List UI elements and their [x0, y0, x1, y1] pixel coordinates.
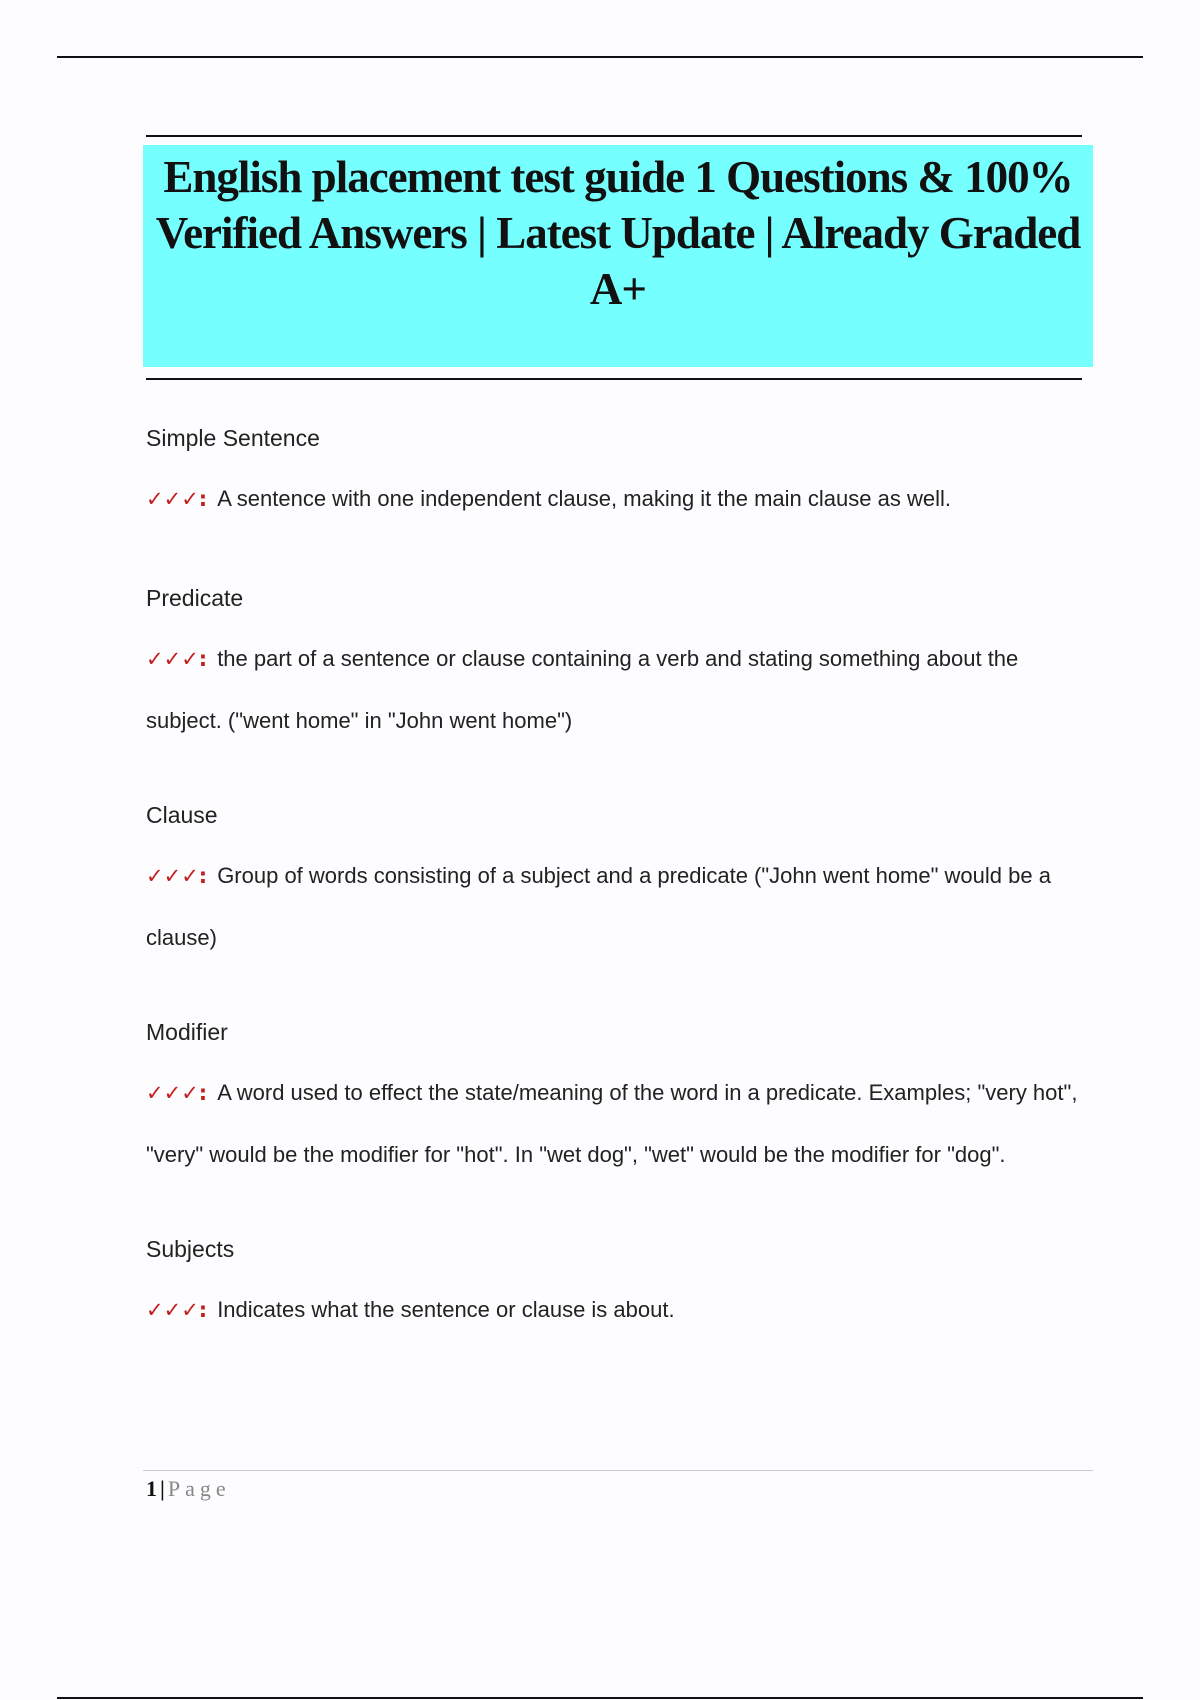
qa-entry-subjects	[146, 1229, 1096, 1341]
answer-body: the part of a sentence or clause containing a verb and stating something about the subject. ("went home" in "John went home")	[146, 646, 1019, 733]
term-label: Modifier	[146, 1019, 228, 1045]
answer-text	[146, 1062, 1096, 1185]
answer-body: Indicates what the sentence or clause is about.	[217, 1297, 675, 1322]
answer-body: A word used to effect the state/meaning of the word in a predicate. Examples; "very hot", "very" would be the modifier for "hot". In "wet dog", "wet" would be the modifier for "dog".	[146, 1080, 1078, 1167]
check-marks-icon: ✓✓✓:	[146, 647, 208, 671]
answer-text	[146, 628, 1096, 751]
page-number: 1	[146, 1476, 157, 1501]
qa-entry-predicate	[146, 578, 1096, 751]
title-banner	[143, 145, 1093, 367]
bottom-border-line	[57, 1697, 1143, 1699]
qa-entry-modifier	[146, 1012, 1096, 1185]
page-footer	[146, 1474, 231, 1504]
title-bottom-rule	[146, 378, 1082, 380]
page-label: Page	[167, 1476, 231, 1501]
term-label: Predicate	[146, 585, 244, 611]
qa-entry-clause	[146, 795, 1096, 968]
answer-body: Group of words consisting of a subject and a predicate ("John went home" would be a clause)	[146, 863, 1051, 950]
document-title: English placement test guide 1 Questions & 100% Verified Answers | Latest Update | Already Graded A+	[155, 152, 1081, 314]
qa-list	[146, 418, 1096, 1385]
answer-text	[146, 845, 1096, 968]
check-marks-icon: ✓✓✓:	[146, 1081, 208, 1105]
top-border-line	[57, 56, 1143, 58]
check-marks-icon: ✓✓✓:	[146, 487, 208, 511]
answer-body: A sentence with one independent clause, making it the main clause as well.	[217, 486, 951, 511]
qa-entry-simple-sentence	[146, 418, 1096, 530]
answer-text	[146, 468, 1096, 530]
check-marks-icon: ✓✓✓:	[146, 1298, 208, 1322]
title-top-rule	[146, 135, 1082, 137]
answer-text	[146, 1279, 1096, 1341]
term-label: Subjects	[146, 1236, 235, 1262]
term-label: Simple Sentence	[146, 425, 320, 451]
term-label: Clause	[146, 802, 218, 828]
footer-divider	[143, 1470, 1093, 1471]
footer-separator: |	[160, 1476, 165, 1501]
check-marks-icon: ✓✓✓:	[146, 864, 208, 888]
